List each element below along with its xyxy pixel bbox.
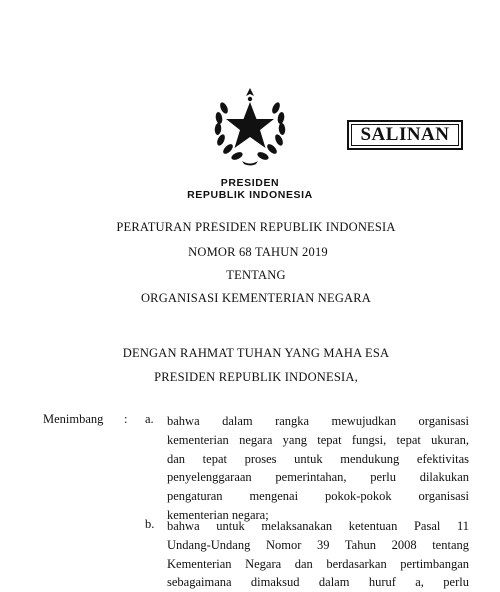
text-line: sebagaimana dimaksud dalam huruf a, perlu [167, 575, 469, 590]
preamble-president: PRESIDEN REPUBLIK INDONESIA, [154, 370, 358, 384]
garuda-star-emblem-icon [212, 86, 288, 166]
text-line: kementerian negara; [167, 507, 269, 522]
regulation-title: PERATURAN PRESIDEN REPUBLIK INDONESIA [116, 220, 396, 234]
item-marker: a. [145, 412, 154, 426]
text-line: Kementerian Negara dan berdasarkan pertimbangan [167, 556, 469, 571]
item-text [167, 517, 469, 592]
regulation-about: TENTANG [226, 268, 286, 282]
considering-colon: : [124, 412, 128, 426]
salinan-stamp: SALINAN [347, 120, 463, 150]
considering-label: Menimbang [43, 412, 104, 426]
regulation-number: NOMOR 68 TAHUN 2019 [188, 245, 328, 259]
text-line: pengaturan mengenai pokok-pokok organisasi [167, 489, 469, 504]
item-marker: b. [145, 517, 155, 531]
regulation-subject: ORGANISASI KEMENTERIAN NEGARA [140, 291, 372, 305]
text-line: kementerian negara yang tepat fungsi, tepat ukuran, [167, 432, 469, 447]
seal-caption-republic: REPUBLIK INDONESIA [187, 189, 313, 201]
text-line: bahwa dalam rangka mewujudkan organisasi [167, 414, 469, 428]
text-line: Undang-Undang Nomor 39 Tahun 2008 tentang [167, 537, 469, 552]
text-line: dan tepat proses untuk mendukung efektivitas [167, 451, 469, 466]
text-line: bahwa untuk melaksanakan ketentuan Pasal 11 [167, 519, 469, 533]
item-text [167, 412, 469, 525]
seal-caption-president: PRESIDEN [220, 177, 280, 189]
text-line: penyelenggaraan pemerintahan, perlu dilakukan [167, 470, 469, 485]
preamble-grace: DENGAN RAHMAT TUHAN YANG MAHA ESA [122, 346, 390, 360]
